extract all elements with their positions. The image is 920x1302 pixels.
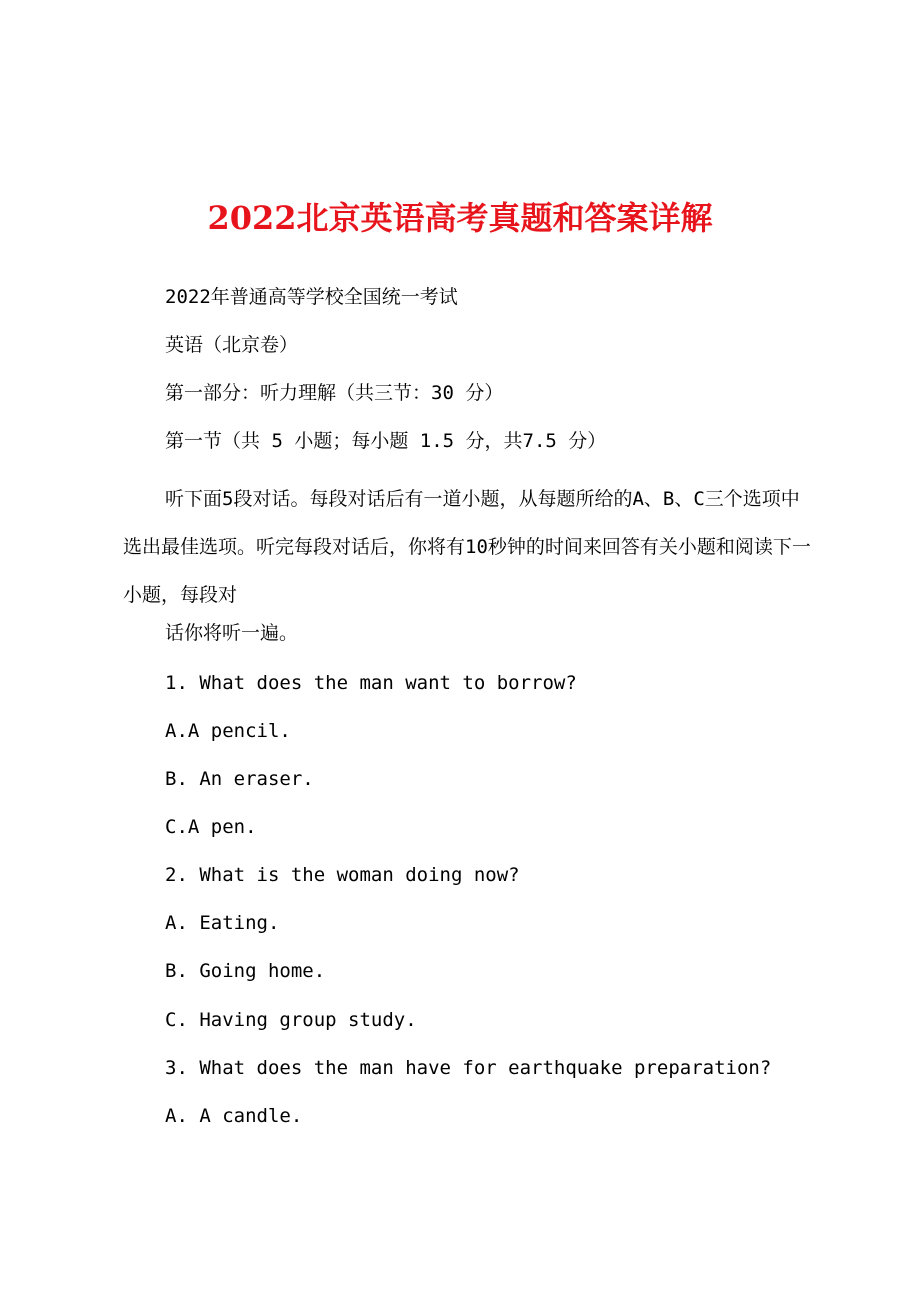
part-heading: 第一部分：听力理解（共三节：30 分） <box>165 382 504 404</box>
option-1a: A.A pencil. <box>165 720 291 742</box>
question-3: 3. What does the man have for earthquake preparation? <box>165 1057 772 1079</box>
document-title: 2022北京英语高考真题和答案详解 <box>207 199 713 237</box>
option-2b: B. Going home. <box>165 960 326 982</box>
question-1: 1. What does the man want to borrow? <box>165 672 577 694</box>
option-1c: C.A pen. <box>165 816 257 838</box>
exam-subject: 英语（北京卷） <box>165 334 299 356</box>
option-1b: B. An eraser. <box>165 768 314 790</box>
option-2a: A. Eating. <box>165 912 280 934</box>
question-2: 2. What is the woman doing now? <box>165 864 520 886</box>
exam-name: 2022年普通高等学校全国统一考试 <box>165 286 458 308</box>
section-heading: 第一节（共 5 小题；每小题 1.5 分，共7.5 分） <box>165 430 607 452</box>
instruction-paragraph: 听下面5段对话。每段对话后有一道小题，从每题所给的A、B、C三个选项中选出最佳选项。听完每段对话后，你将有10秒钟的时间来回答有关小题和阅读下一小题，每段对 <box>123 488 811 606</box>
option-3a: A. A candle. <box>165 1105 303 1127</box>
instruction-continuation: 话你将听一遍。 <box>165 622 299 644</box>
option-2c: C. Having group study. <box>165 1009 417 1031</box>
